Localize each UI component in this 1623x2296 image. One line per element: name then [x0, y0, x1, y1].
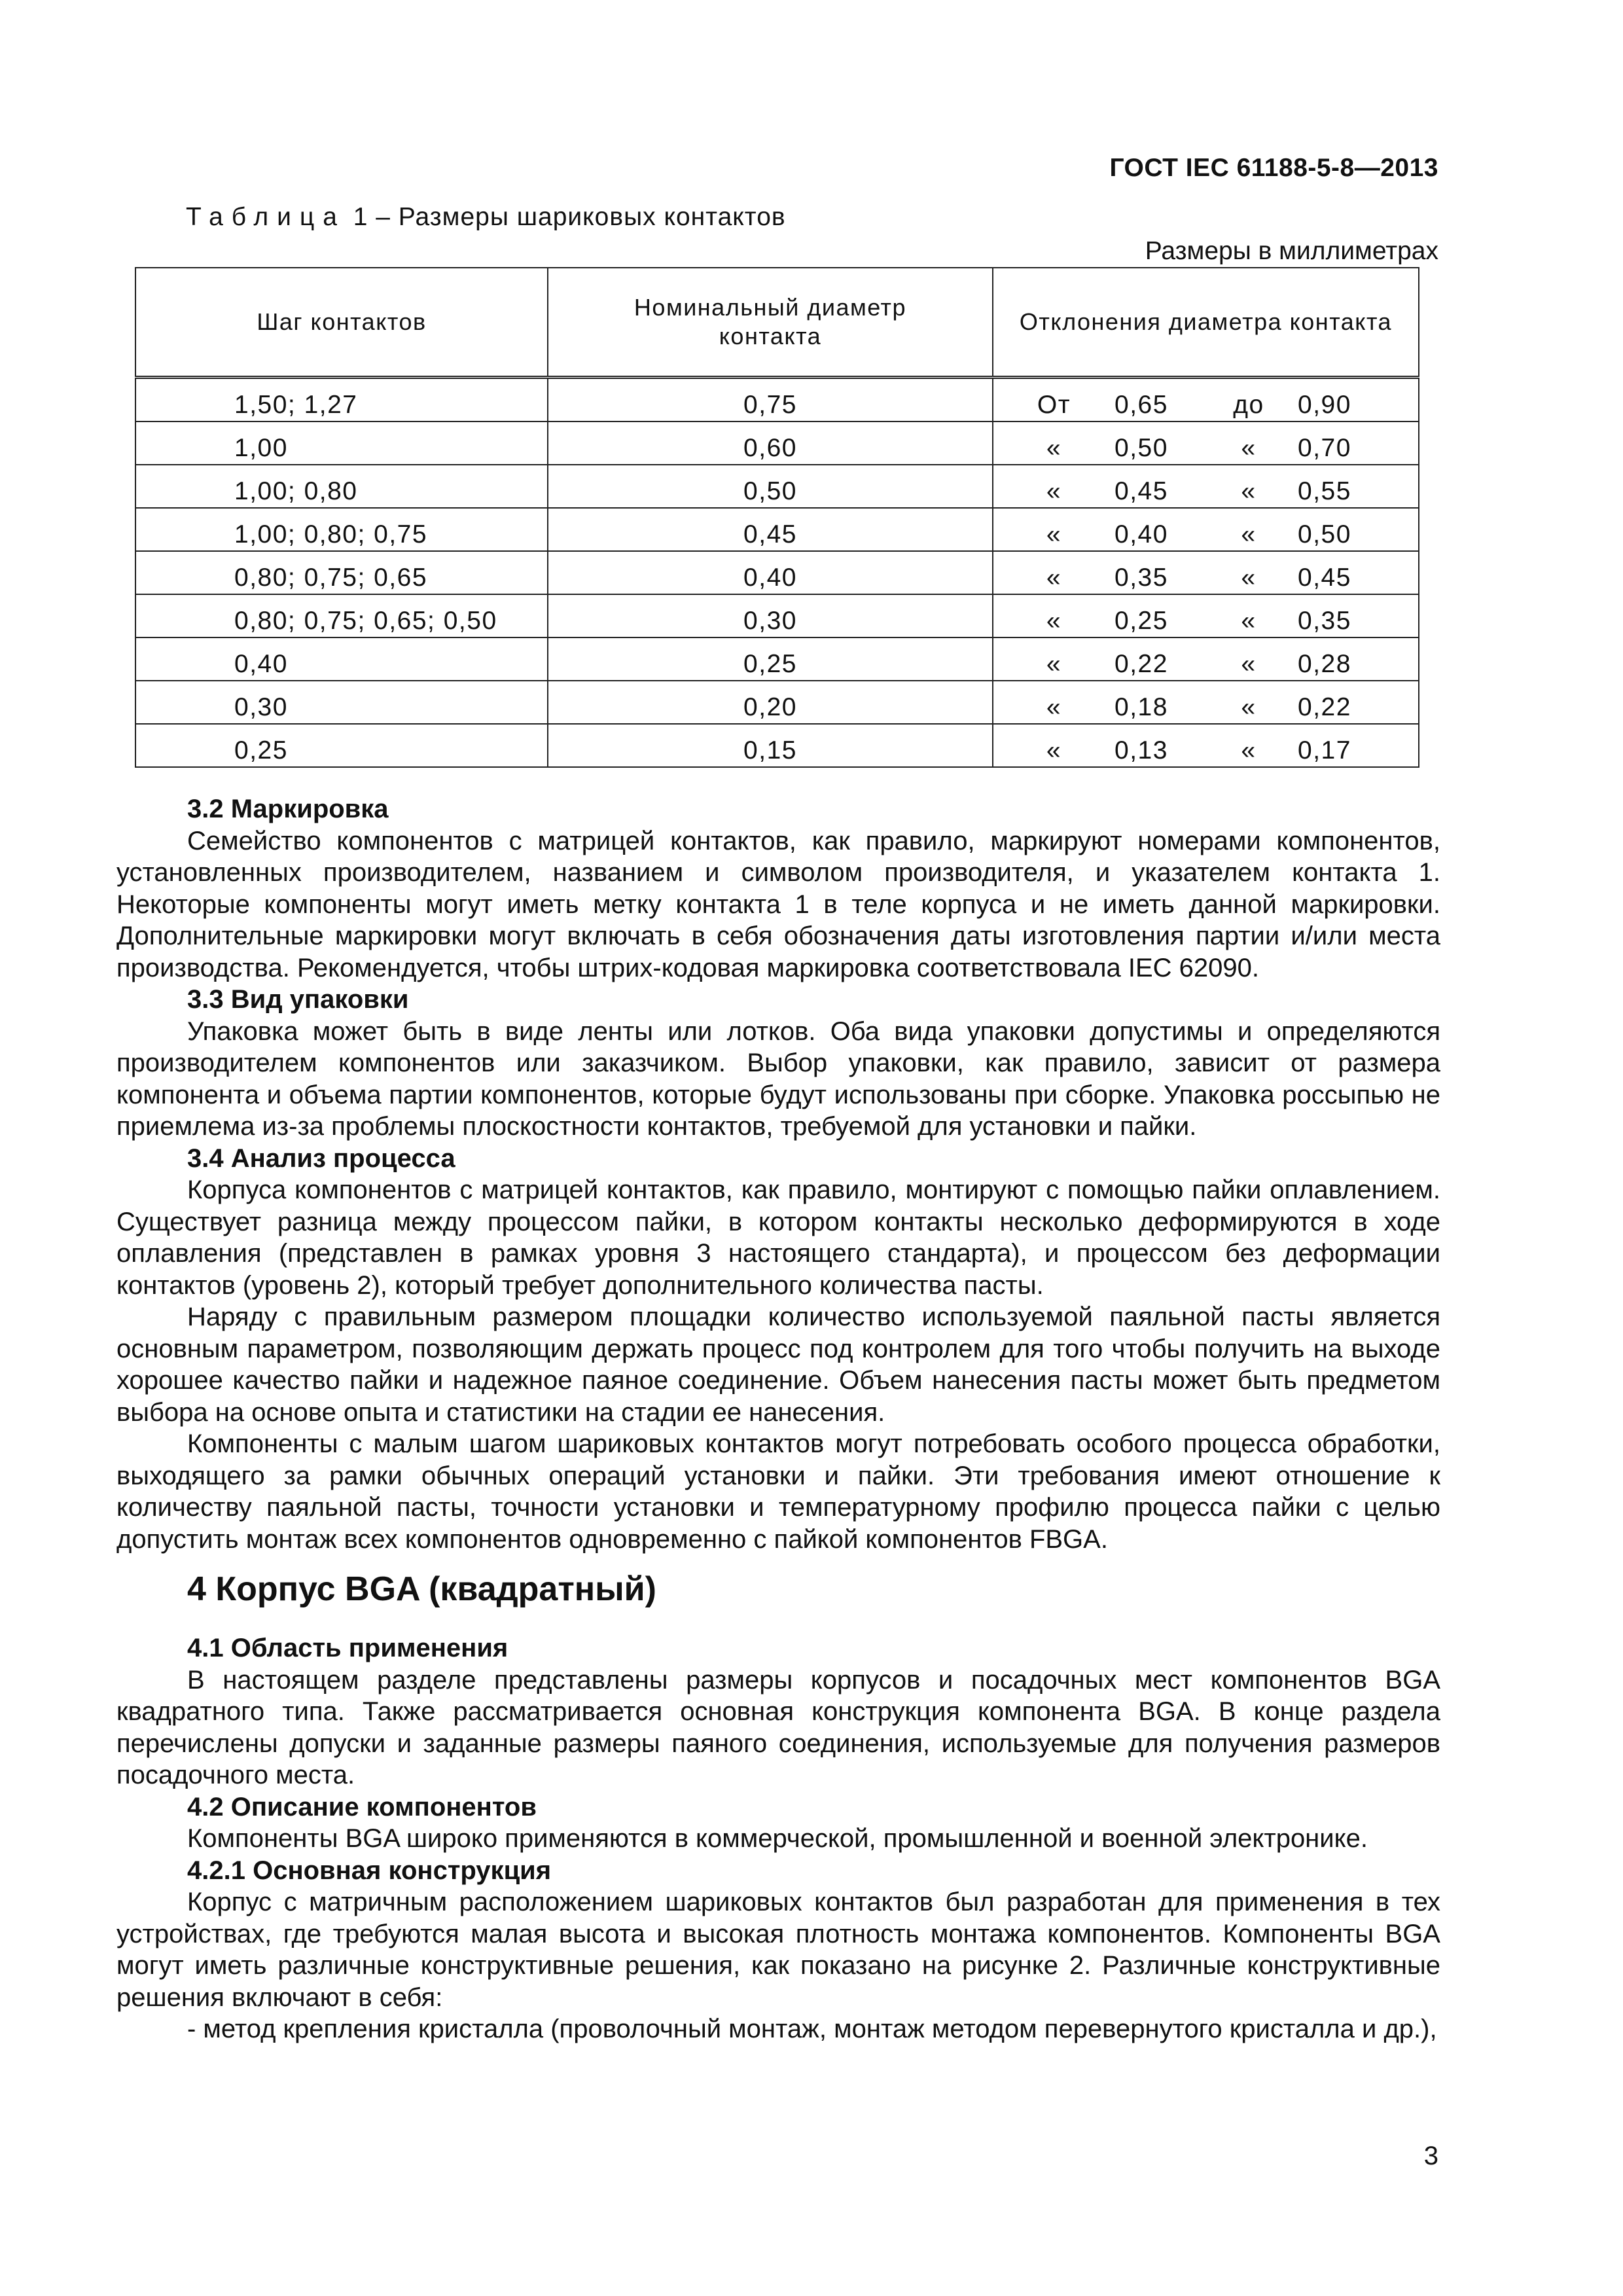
cell-deviation [993, 508, 1419, 551]
cell-pitch: 0,25 [135, 724, 548, 767]
deviation-max: 0,28 [1298, 650, 1351, 678]
deviation-prefix: « [1046, 564, 1062, 592]
cell-nominal-diameter: 0,40 [548, 551, 993, 594]
deviation-range [993, 736, 1418, 765]
deviation-separator: « [1241, 520, 1257, 548]
deviation-separator: « [1241, 477, 1257, 505]
section-heading-4: 4 Корпус BGA (квадратный) [187, 1570, 656, 1608]
table-header-row [135, 268, 1419, 378]
table-row [135, 378, 1419, 422]
deviation-min: 0,50 [1115, 434, 1168, 462]
paragraph-3-4-a: Корпуса компонентов с матрицей контактов, как правило, монтируют с помощью пайки оплавлением. Существует разница между процессом пайки, в котором контакты несколько деформируются в ходе оплавления (представлен в рамках уровня 3 настоящего стандарта), и процессом без деформации контактов (уровень 2), который требует дополнительного количества пасты. [116, 1175, 1440, 1300]
deviation-prefix: « [1046, 693, 1062, 721]
section-heading-4-2-1: 4.2.1 Основная конструкция [187, 1856, 552, 1885]
paragraph-3-2: Семейство компонентов с матрицей контактов, как правило, маркируют номерами компонентов, установленных производителем, названием и символом производителя, и указателем контакта 1. Некоторые компоненты могут иметь метку контакта 1 в теле корпуса и не иметь данной маркировки. Дополнительные маркировки могут включать в себя обозначения даты изготовления партии и/или места производства. Рекомендуется, чтобы штрих-кодовая маркировка соответствовала IEC 62090. [116, 826, 1440, 982]
cell-deviation [993, 724, 1419, 767]
deviation-max: 0,55 [1298, 477, 1351, 505]
deviation-prefix: « [1046, 434, 1062, 462]
deviation-prefix: « [1046, 607, 1062, 635]
list-item-die-attach: - метод крепления кристалла (проволочный монтаж, монтаж методом перевернутого кристалла и др.), [187, 2015, 1437, 2043]
paragraph-3-3: Упаковка может быть в виде ленты или лотков. Оба вида упаковки допустимы и определяются производителем компонентов или заказчиком. Выбор упаковки, как правило, зависит от размера компонента и объема партии компонентов, которые будут использованы при сборке. Упаковка россыпью не приемлема из-за проблемы плоскостности контактов, требуемой для установки и пайки. [116, 1016, 1440, 1141]
deviation-separator: « [1241, 564, 1257, 592]
header-diameter-deviation: Отклонения диаметра контакта [993, 268, 1419, 378]
body-text [116, 793, 1440, 2045]
deviation-range [993, 650, 1418, 679]
document-code: ГОСТ IEC 61188-5-8—2013 [1109, 154, 1438, 182]
deviation-max: 0,17 [1298, 736, 1351, 764]
cell-nominal-diameter: 0,30 [548, 594, 993, 637]
cell-pitch: 0,30 [135, 681, 548, 724]
paragraph-3-4-c: Компоненты с малым шагом шариковых контактов могут потребовать особого процесса обработки, выходящего за рамки обычных операций установки и пайки. Эти требования имеют отношение к количеству паяльной пасты, точности установки и температурному профилю процесса пайки с целью допустить монтаж всех компонентов одновременно с пайкой компонентов FBGA. [116, 1429, 1440, 1554]
cell-nominal-diameter: 0,45 [548, 508, 993, 551]
table-units: Размеры в миллиметрах [1145, 237, 1438, 265]
cell-nominal-diameter: 0,60 [548, 422, 993, 465]
table-row [135, 681, 1419, 724]
cell-nominal-diameter: 0,15 [548, 724, 993, 767]
deviation-min: 0,40 [1115, 520, 1168, 548]
cell-pitch: 1,50; 1,27 [135, 378, 548, 422]
cell-pitch: 1,00; 0,80; 0,75 [135, 508, 548, 551]
paragraph-4-2-1: Корпус с матричным расположением шариковых контактов был разработан для применения в тех устройствах, где требуются малая высота и высокая плотность монтажа компонентов. Компоненты BGA могут иметь различные конструктивные решения, как показано на рисунке 2. Различные конструктивные решения включают в себя: [116, 1888, 1440, 2012]
section-heading-4-2: 4.2 Описание компонентов [187, 1792, 537, 1821]
section-heading-4-1: 4.1 Область применения [187, 1634, 508, 1662]
deviation-separator: « [1241, 650, 1257, 678]
deviation-separator: « [1241, 736, 1257, 764]
table-caption-title: 1 – Размеры шариковых контактов [345, 203, 786, 231]
deviation-prefix: « [1046, 650, 1062, 678]
ball-dimensions-table [135, 267, 1419, 768]
page-number: 3 [1423, 2142, 1438, 2170]
paragraph-3-4-b: Наряду с правильным размером площадки количество используемой паяльной пасты является основным параметром, позволяющим держать процесс под контролем для того чтобы получить на выходе хорошее качество пайки и надежное паяное соединение. Объем нанесения пасты может быть предметом выбора на основе опыта и статистики на стадии ее нанесения. [116, 1302, 1440, 1427]
deviation-separator: « [1241, 693, 1257, 721]
deviation-range [993, 607, 1418, 636]
cell-deviation [993, 378, 1419, 422]
cell-deviation [993, 422, 1419, 465]
header-nominal-diameter-text: Номинальный диаметр контакта [633, 294, 907, 350]
deviation-range [993, 520, 1418, 549]
cell-nominal-diameter: 0,25 [548, 637, 993, 681]
cell-pitch: 0,80; 0,75; 0,65 [135, 551, 548, 594]
cell-deviation [993, 551, 1419, 594]
cell-pitch: 1,00 [135, 422, 548, 465]
deviation-prefix: « [1046, 736, 1062, 764]
deviation-separator: « [1241, 434, 1257, 462]
deviation-max: 0,22 [1298, 693, 1351, 721]
table-caption-word: Таблица [186, 203, 346, 231]
table-row [135, 465, 1419, 508]
cell-pitch: 0,80; 0,75; 0,65; 0,50 [135, 594, 548, 637]
deviation-range [993, 434, 1418, 463]
cell-nominal-diameter: 0,75 [548, 378, 993, 422]
deviation-max: 0,50 [1298, 520, 1351, 548]
table-row [135, 594, 1419, 637]
cell-deviation [993, 594, 1419, 637]
section-heading-3-2: 3.2 Маркировка [187, 795, 389, 823]
table-body [135, 378, 1419, 768]
table-row [135, 508, 1419, 551]
deviation-min: 0,18 [1115, 693, 1168, 721]
table-caption [186, 203, 786, 232]
table-row [135, 551, 1419, 594]
deviation-prefix: « [1046, 520, 1062, 548]
header-nominal-diameter [548, 268, 993, 378]
deviation-range [993, 391, 1418, 420]
paragraph-4-1: В настоящем разделе представлены размеры корпусов и посадочных мест компонентов BGA квадратного типа. Также рассматривается основная конструкция компонента BGA. В конце раздела перечислены допуски и заданные размеры паяного соединения, используемые для получения размеров посадочного места. [116, 1665, 1440, 1789]
deviation-range [993, 477, 1418, 506]
deviation-prefix: « [1046, 477, 1062, 505]
paragraph-4-2: Компоненты BGA широко применяются в коммерческой, промышленной и военной электронике. [187, 1824, 1368, 1853]
cell-nominal-diameter: 0,20 [548, 681, 993, 724]
table-row [135, 422, 1419, 465]
deviation-separator: до [1233, 391, 1264, 419]
deviation-max: 0,70 [1298, 434, 1351, 462]
deviation-separator: « [1241, 607, 1257, 635]
deviation-range [993, 693, 1418, 722]
deviation-max: 0,90 [1298, 391, 1351, 419]
cell-deviation [993, 681, 1419, 724]
header-pitch: Шаг контактов [135, 268, 548, 378]
deviation-max: 0,45 [1298, 564, 1351, 592]
cell-nominal-diameter: 0,50 [548, 465, 993, 508]
deviation-min: 0,35 [1115, 564, 1168, 592]
deviation-range [993, 564, 1418, 592]
deviation-max: 0,35 [1298, 607, 1351, 635]
deviation-min: 0,22 [1115, 650, 1168, 678]
cell-deviation [993, 465, 1419, 508]
table-row [135, 637, 1419, 681]
deviation-min: 0,65 [1115, 391, 1168, 419]
deviation-min: 0,45 [1115, 477, 1168, 505]
table-row [135, 724, 1419, 767]
deviation-min: 0,25 [1115, 607, 1168, 635]
section-heading-3-4: 3.4 Анализ процесса [187, 1143, 455, 1173]
cell-deviation [993, 637, 1419, 681]
deviation-prefix: От [1037, 391, 1071, 419]
section-heading-3-3: 3.3 Вид упаковки [187, 985, 409, 1014]
deviation-min: 0,13 [1115, 736, 1168, 764]
cell-pitch: 1,00; 0,80 [135, 465, 548, 508]
cell-pitch: 0,40 [135, 637, 548, 681]
